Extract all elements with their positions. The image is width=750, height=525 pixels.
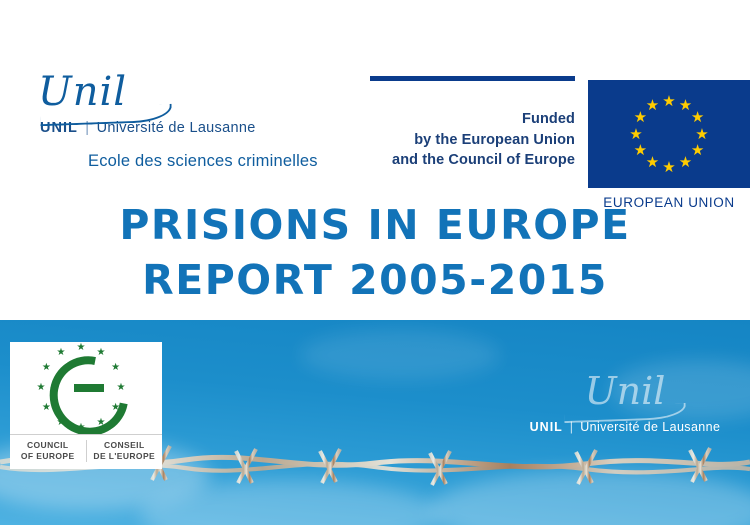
eu-star-icon: ★ xyxy=(629,125,643,143)
unil-watermark-separator: | xyxy=(569,420,574,434)
unil-watermark xyxy=(520,369,730,434)
eu-star-icon: ★ xyxy=(633,142,648,159)
funding-line-1: Funded xyxy=(522,111,575,127)
unil-fullname-rest: Université de Lausanne xyxy=(96,120,256,136)
eu-flag xyxy=(588,80,750,188)
unil-fullname-separator: | xyxy=(85,120,90,136)
coe-star-icon: ★ xyxy=(96,347,106,359)
page-title-line-2: REPORT 2005-2015 xyxy=(142,256,608,305)
page-title-line-1: PRISIONS IN EUROPE xyxy=(119,201,631,249)
council-of-europe-mark xyxy=(10,342,162,434)
coe-e-bar-icon xyxy=(74,384,104,392)
eu-star-icon: ★ xyxy=(695,125,709,143)
funding-statement xyxy=(370,76,575,171)
eu-star-icon: ★ xyxy=(662,158,676,176)
unil-watermark-wordmark-text: Unil xyxy=(584,369,666,413)
eu-flag-caption: EUROPEAN UNION xyxy=(603,195,735,210)
unil-watermark-wordmark xyxy=(520,369,730,416)
unil-school-name: Ecole des sciences criminelles xyxy=(88,152,318,170)
coe-star-icon: ★ xyxy=(56,347,66,359)
council-of-europe-caption xyxy=(10,434,162,469)
coe-caption-french xyxy=(87,440,163,462)
unil-watermark-fullname xyxy=(520,420,730,434)
unil-watermark-abbrev: UNIL xyxy=(529,420,563,434)
coe-caption-french-line-1: CONSEIL xyxy=(103,440,145,450)
coe-star-icon: ★ xyxy=(76,422,86,433)
funding-line-3: and the Council of Europe xyxy=(392,152,575,169)
unil-watermark-rest: Université de Lausanne xyxy=(580,420,721,434)
european-union-logo xyxy=(588,80,750,210)
coe-star-icon: ★ xyxy=(96,416,106,428)
eu-star-icon: ★ xyxy=(633,109,648,126)
eu-star-icon: ★ xyxy=(678,154,693,172)
eu-star-icon: ★ xyxy=(645,154,660,172)
cover-photo xyxy=(0,320,750,525)
coe-caption-english-line-1: COUNCIL xyxy=(26,440,69,450)
eu-star-icon: ★ xyxy=(690,109,705,126)
coe-star-icon: ★ xyxy=(111,402,121,413)
page-title xyxy=(0,198,750,309)
unil-logo xyxy=(22,69,342,171)
coe-star-icon: ★ xyxy=(36,382,46,393)
unil-wordmark-text: Unil xyxy=(38,69,128,115)
coe-star-icon: ★ xyxy=(76,342,86,353)
funding-line-2: by the European Union xyxy=(414,131,575,148)
eu-star-icon: ★ xyxy=(678,96,693,114)
eu-star-icon: ★ xyxy=(690,142,705,159)
coe-caption-english xyxy=(10,440,87,462)
eu-star-icon: ★ xyxy=(662,92,676,110)
coe-star-icon: ★ xyxy=(116,382,126,393)
unil-wordmark xyxy=(22,69,342,118)
coe-star-icon: ★ xyxy=(111,362,121,373)
coe-star-icon: ★ xyxy=(56,416,66,428)
coe-caption-english-line-2: OF EUROPE xyxy=(20,451,75,462)
unil-fullname-abbrev: UNIL xyxy=(40,120,78,136)
coe-star-icon: ★ xyxy=(41,362,51,373)
eu-star-icon: ★ xyxy=(645,96,660,114)
coe-caption-french-line-2: DE L'EUROPE xyxy=(93,451,156,462)
council-of-europe-logo xyxy=(10,342,162,469)
coe-star-icon: ★ xyxy=(41,402,51,413)
